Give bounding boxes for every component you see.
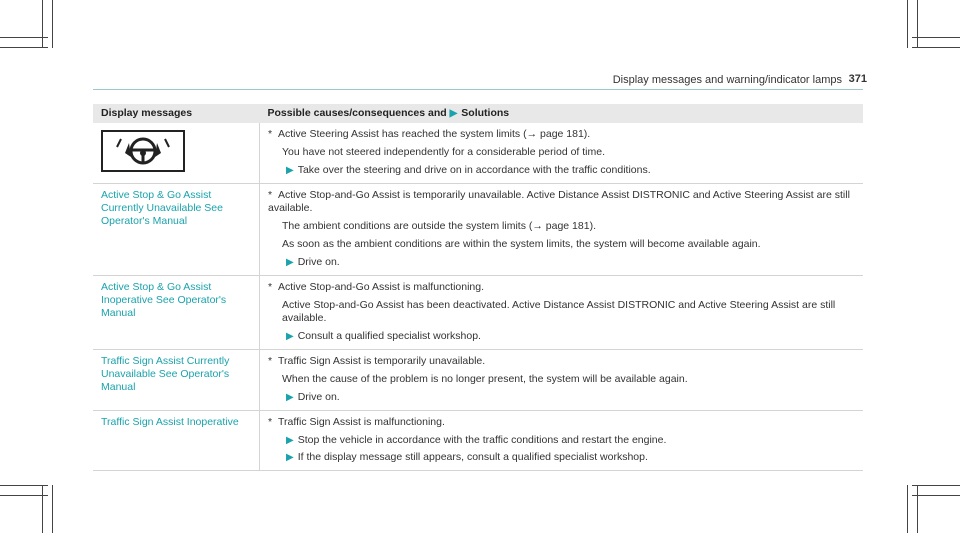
- message-cell: [93, 123, 260, 184]
- crop-mark: [52, 0, 53, 48]
- cause-text: [268, 416, 855, 429]
- solution-text: Consult a qualified specialist workshop.: [297, 330, 481, 342]
- crop-mark: [907, 0, 908, 48]
- cause-line: Traffic Sign Assist is malfunctioning.: [278, 416, 445, 428]
- solution-step: [286, 256, 855, 269]
- cause-line: The ambient conditions are outside the system limits (→ page 181).: [282, 220, 596, 232]
- crop-mark: [917, 0, 918, 48]
- header-messages: Display messages: [93, 104, 260, 123]
- crop-mark: [0, 485, 48, 486]
- play-arrow-icon: ▶: [286, 331, 294, 342]
- crop-mark: [912, 47, 960, 48]
- header-solutions-label: Solutions: [461, 107, 510, 119]
- crop-mark: [912, 485, 960, 486]
- play-arrow-icon: ▶: [286, 165, 294, 176]
- table-row: [93, 184, 863, 276]
- crop-mark: [52, 485, 53, 533]
- cause-line: Active Stop-and-Go Assist is malfunctioning.: [278, 281, 485, 293]
- play-arrow-icon: ▶: [286, 435, 294, 446]
- crop-mark: [42, 0, 43, 48]
- solution-step: [286, 451, 855, 464]
- cause-line: Active Steering Assist has reached the system limits (→ page 181).: [278, 128, 591, 140]
- play-arrow-icon: ▶: [286, 257, 294, 268]
- cause-line: Traffic Sign Assist is temporarily unavailable.: [278, 355, 486, 367]
- solution-text: Drive on.: [297, 256, 340, 268]
- crop-mark: [0, 37, 48, 38]
- crop-mark: [42, 485, 43, 533]
- solution-step: [286, 164, 855, 177]
- table-row: [93, 411, 863, 471]
- asterisk-marker: *: [268, 189, 273, 201]
- asterisk-marker: *: [268, 281, 273, 293]
- running-title: Display messages and warning/indicator lamps: [612, 74, 842, 86]
- crop-mark: [912, 495, 960, 496]
- message-cell: Active Stop & Go Assist Currently Unavailable See Operator's Manual: [93, 184, 260, 276]
- causes-cell: [260, 276, 864, 350]
- message-cell: Active Stop & Go Assist Inoperative See Operator's Manual: [93, 276, 260, 350]
- table-row: [93, 276, 863, 350]
- steering-assist-hands-on-wheel-icon: [101, 130, 185, 172]
- table-row: [93, 123, 863, 184]
- causes-cell: [260, 350, 864, 411]
- play-arrow-icon: ▶: [286, 392, 294, 403]
- cause-line: You have not steered independently for a considerable period of time.: [282, 146, 605, 158]
- display-messages-table: [93, 104, 863, 471]
- header-rule: [93, 89, 863, 90]
- message-cell: Traffic Sign Assist Inoperative: [93, 411, 260, 471]
- asterisk-marker: *: [268, 355, 273, 367]
- cause-line: As soon as the ambient conditions are within the system limits, the system will become available again.: [282, 238, 761, 250]
- header-causes-label: Possible causes/consequences and: [267, 107, 447, 119]
- crop-mark: [907, 485, 908, 533]
- message-cell: Traffic Sign Assist Currently Unavailable See Operator's Manual: [93, 350, 260, 411]
- solution-text: Drive on.: [297, 391, 340, 403]
- cause-line: Active Stop-and-Go Assist has been deactivated. Active Distance Assist DISTRONIC and Active Steering Assist are still available.: [282, 299, 836, 324]
- solution-text: If the display message still appears, consult a qualified specialist workshop.: [297, 451, 648, 463]
- header-causes: [260, 104, 864, 123]
- crop-mark: [0, 47, 48, 48]
- cause-text: [268, 128, 855, 141]
- asterisk-marker: *: [268, 416, 273, 428]
- page-number: 371: [848, 73, 867, 85]
- play-arrow-icon: ▶: [286, 452, 294, 463]
- cause-line: When the cause of the problem is no longer present, the system will be available again.: [282, 373, 688, 385]
- play-arrow-icon: ▶: [449, 108, 458, 119]
- solution-step: [286, 434, 855, 447]
- solution-text: Stop the vehicle in accordance with the traffic conditions and restart the engine.: [297, 434, 667, 446]
- table-header-row: [93, 104, 863, 123]
- causes-cell: [260, 411, 864, 471]
- solution-step: [286, 391, 855, 404]
- crop-mark: [0, 495, 48, 496]
- causes-cell: [260, 123, 864, 184]
- cause-text: [268, 281, 855, 294]
- cause-line: Active Stop-and-Go Assist is temporarily unavailable. Active Distance Assist DISTRONIC and Active Steering Assist are still available.: [268, 189, 850, 214]
- asterisk-marker: *: [268, 128, 273, 140]
- table-row: [93, 350, 863, 411]
- solution-text: Take over the steering and drive on in accordance with the traffic conditions.: [297, 164, 651, 176]
- solution-step: [286, 330, 855, 343]
- crop-mark: [912, 37, 960, 38]
- cause-text: [268, 189, 855, 215]
- cause-text: [268, 355, 855, 368]
- crop-mark: [917, 485, 918, 533]
- causes-cell: [260, 184, 864, 276]
